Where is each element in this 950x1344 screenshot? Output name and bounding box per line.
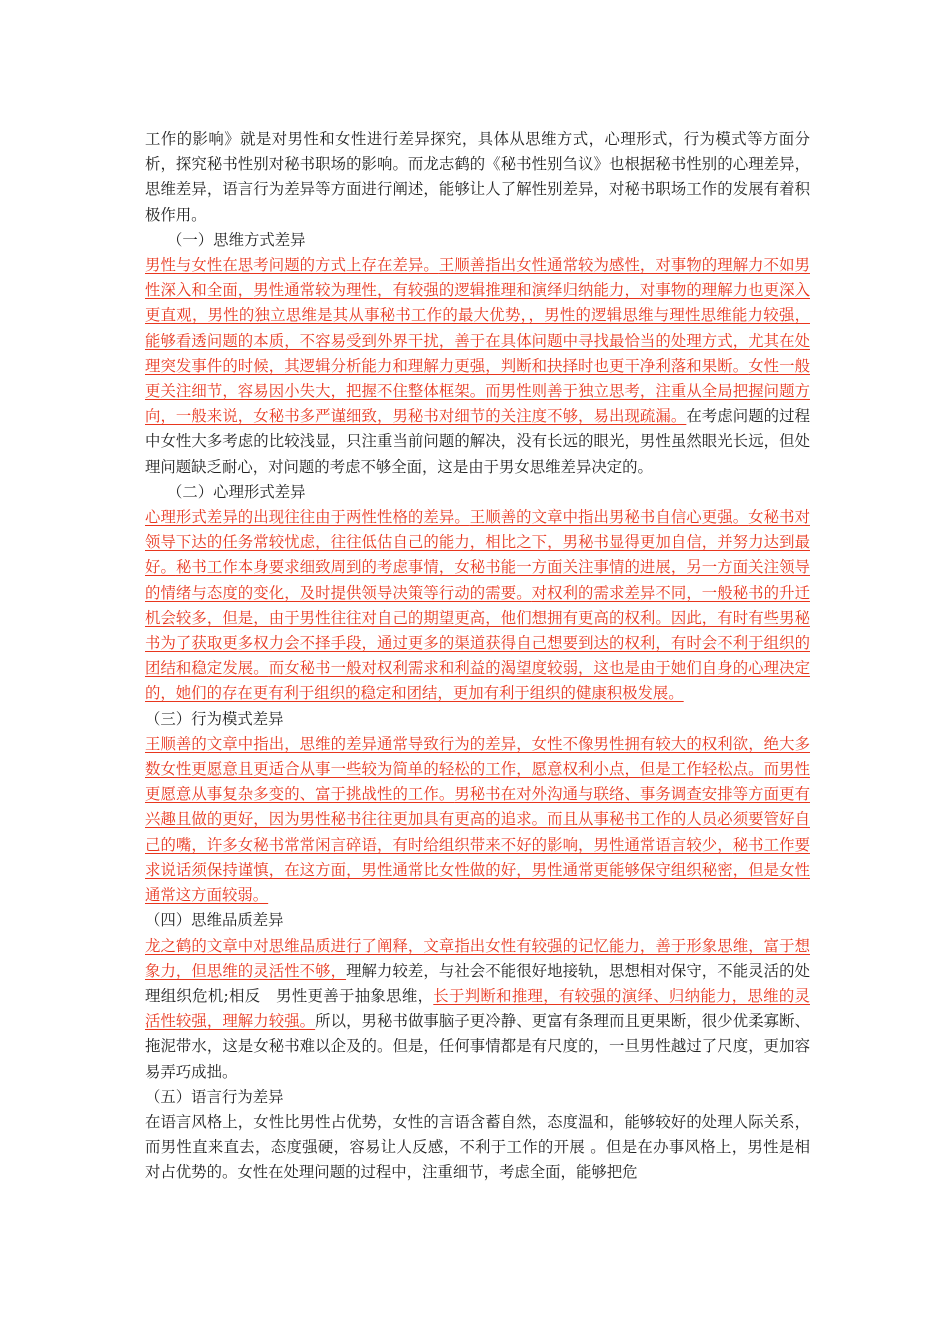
highlighted-text: 王顺善的文章中指出男秘书自信心更强。	[469, 508, 749, 527]
highlighted-text: 女秘书对领导下达的任务常较忧虑，往往低估自己的能力，相比之下，男秘书显得更加自信，并努力达到最好。	[145, 508, 810, 577]
highlighted-text: 因此，有时有些男秘书为了获取更多权力会不择手段，通过更多的渠道获得自己想要到达的权利，有时会不利于组织的团结和稳定发展。	[145, 608, 810, 678]
body-text: 理解力较差，与社会不能很好地接轨，思想相对保守，不能灵活的处理组织危机;相反 男性更善于抽象思维，	[145, 961, 810, 1005]
section-paragraph-psychology	[145, 505, 810, 707]
body-text: 在语言风格上，女性比男性占优势，女性的言语含蓄自然，态度温和，能够较好的处理人际关系，而男性直来直去，态度强硬，容易让人反感，不利于工作的开展 。但是在办事风格上，男性是相对占优势的。女性在处理问题的过程中，注重细节，考虑全面，能够把危	[145, 1112, 810, 1182]
section-paragraph-behavior	[145, 732, 810, 908]
highlighted-text: 男秘书在对外沟通与联络、事务调查安排等方面更有兴趣且做的更好，因为男性秘书往往更加具有更高的追求。	[145, 785, 810, 829]
highlighted-text: 男性与女性在思考问题的方式上存在差异。	[145, 256, 439, 275]
highlighted-text: 长于判断和推理，有较强的演绎、归纳能力，思维的灵活性较强，理解力较强。	[145, 986, 810, 1031]
highlighted-text: 王顺善指出女性通常较为感性，对事物的理解力不如男性深入和全面，	[145, 256, 810, 300]
highlighted-text: 王顺善的文章中指出，思维的差异通常导致行为的差异，女性不像男性拥有较大的权利欲，绝大多数女性更愿意且更适合从事一些较为简单的轻松的工作，愿意权利小点，但是工作轻松点。	[145, 734, 810, 779]
highlighted-text: 男性通常较为理性，有较强的逻辑推理和演绎归纳能力，对事物的理解力也更深入更直观，男性的独立思维是其从事秘书工作的最大优势，	[145, 281, 810, 325]
highlighted-text: 秘书工作本身要求细致周到的考虑事情，女秘书能一方面关注事情的进展，另一方面关注领导的情绪与态度的变化，及时提供领导决策等行动的需要。	[145, 558, 810, 602]
highlighted-text: 女性一般更关注细节，容易因小失大，把握不住整体框架。	[145, 356, 810, 401]
body-text: 在考虑问题的过程中女性大多考虑的比较浅显，只注重当前问题的解决，没有长远的眼光，男性虽然眼光长远，但处理问题缺乏耐心，对问题的考虑不够全面，这是由于男女思维差异决定的。	[145, 407, 810, 476]
highlighted-text: ，男性的逻辑思维与理性思维能力较强，能够看透问题的本质，不容易受到外界干扰，善于在具体问题中寻找最恰当的处理方式，	[145, 306, 810, 350]
section-paragraph-language	[145, 1110, 810, 1186]
highlighted-text: 而男性更愿意从事复杂多变的、富于挑战性的工作。	[145, 760, 810, 804]
intro-paragraph: 工作的影响》就是对男性和女性进行差异探究，具体从思维方式，心理形式，行为模式等方面分析，探究秘书性别对秘书职场的影响。而龙志鹤的《秘书性别刍议》也根据秘书性别的心理差异，思维差异，语言行为差异等方面进行阐述，能够让人了解性别差异，对秘书职场工作的发展有着积极作用。	[145, 130, 810, 224]
section-heading-thinking: （一）思维方式差异	[167, 230, 306, 249]
section-paragraph-quality	[145, 934, 810, 1085]
highlighted-text: 心理形式差异的出现往往由于两性性格的差异。	[145, 508, 470, 527]
highlighted-text: 龙之鹤的文章中对思维品质进行了阐释，文章指出女性有较强的记忆能力，善于形象思维，富于想象力，但思维的灵活性不够，	[145, 936, 810, 980]
highlighted-text: 而女秘书一般对权利需求和利益的渴望度较弱，这也是由于她们自身的心理决定的，她们的存在更有利于组织的稳定和团结，更加有利于组织的健康积极发展。	[145, 659, 810, 703]
highlighted-text: 对权利的需求差异不同，一般秘书的升迁机会较多，但是，由于男性往往对自己的期望更高，他们想拥有更高的权利。	[145, 583, 810, 627]
document-page	[145, 127, 810, 1186]
body-text: 所以，男秘书做事脑子更冷静、更富有条理而且更果断，很少优柔寡断、拖泥带水，这是女秘书难以企及的。但是，任何事情都是有尺度的，一旦男性越过了尺度，更加容易弄巧成拙。	[145, 1012, 810, 1081]
section-heading-psychology: （二）心理形式差异	[167, 482, 306, 501]
highlighted-text: 秘书工作要求说话须保持谨慎，在这方面，男性通常比女性做的好，男性通常更能够保守组织秘密，但是女性通常这方面较弱。	[145, 835, 810, 905]
section-heading-behavior: （三）行为模式差异	[145, 709, 284, 728]
highlighted-text: 而且从事秘书工作的人员必须要管好自己的嘴，许多女秘书常常闲言碎语，有时给组织带来不好的影响，男性通常语言较少，	[145, 810, 810, 854]
highlighted-text: 而男性则善于独立思考，注重从全局把握问题方向，一般来说，女秘书多严谨细致，男秘书对细节的关注度不够，易出现疏漏。	[145, 382, 810, 426]
section-paragraph-thinking	[145, 253, 810, 480]
highlighted-text: 尤其在处理突发事件的时候，其逻辑分析能力和理解力更强，判断和抉择时也更干净利落和果断。	[145, 331, 810, 375]
section-heading-language: （五）语言行为差异	[145, 1087, 284, 1106]
section-heading-quality: （四）思维品质差异	[145, 911, 284, 930]
